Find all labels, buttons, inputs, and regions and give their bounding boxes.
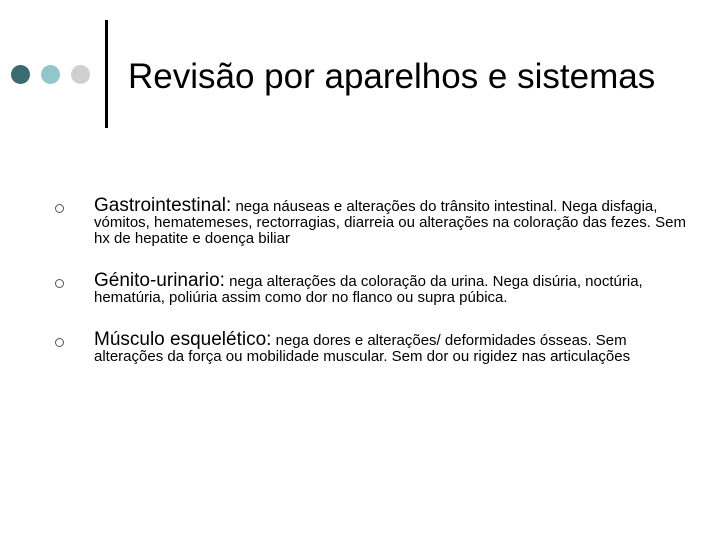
bullet-musculo-esqueletico — [55, 329, 695, 365]
bullet-text: nega alterações da coloração da urina. Nega disúria, noctúria, hematúria, poliúria assim como dor no flanco ou supra púbica. — [94, 273, 643, 306]
bullet-heading: Génito-urinario: — [94, 270, 225, 291]
bullet-body — [94, 329, 695, 365]
bullet-text: nega náuseas e alterações do trânsito intestinal. Nega disfagia, vómitos, hematemeses, rectorragias, diarreia ou alterações na coloração das fezes. Sem hx de hepatite e doença biliar — [94, 198, 686, 247]
bullet-genito-urinario — [55, 270, 695, 306]
bullet-text: nega dores e alterações/ deformidades ósseas. Sem alterações da força ou mobilidade muscular. Sem dor ou rigidez nas articulações — [94, 332, 631, 365]
bullet-gastrointestinal — [55, 195, 695, 247]
bullet-body — [94, 195, 695, 247]
bullet-circle-icon — [55, 279, 64, 288]
decor-dot-dark — [11, 65, 30, 84]
bullet-circle-icon — [55, 204, 64, 213]
bullet-body — [94, 270, 695, 306]
title-divider — [105, 20, 108, 128]
bullet-heading: Músculo esquelético: — [94, 329, 272, 350]
decor-dot-light — [41, 65, 60, 84]
bullet-list — [55, 195, 695, 391]
slide-title: Revisão por aparelhos e sistemas — [128, 57, 656, 96]
bullet-circle-icon — [55, 338, 64, 347]
bullet-heading: Gastrointestinal: — [94, 195, 232, 216]
decor-dot-grey — [71, 65, 90, 84]
